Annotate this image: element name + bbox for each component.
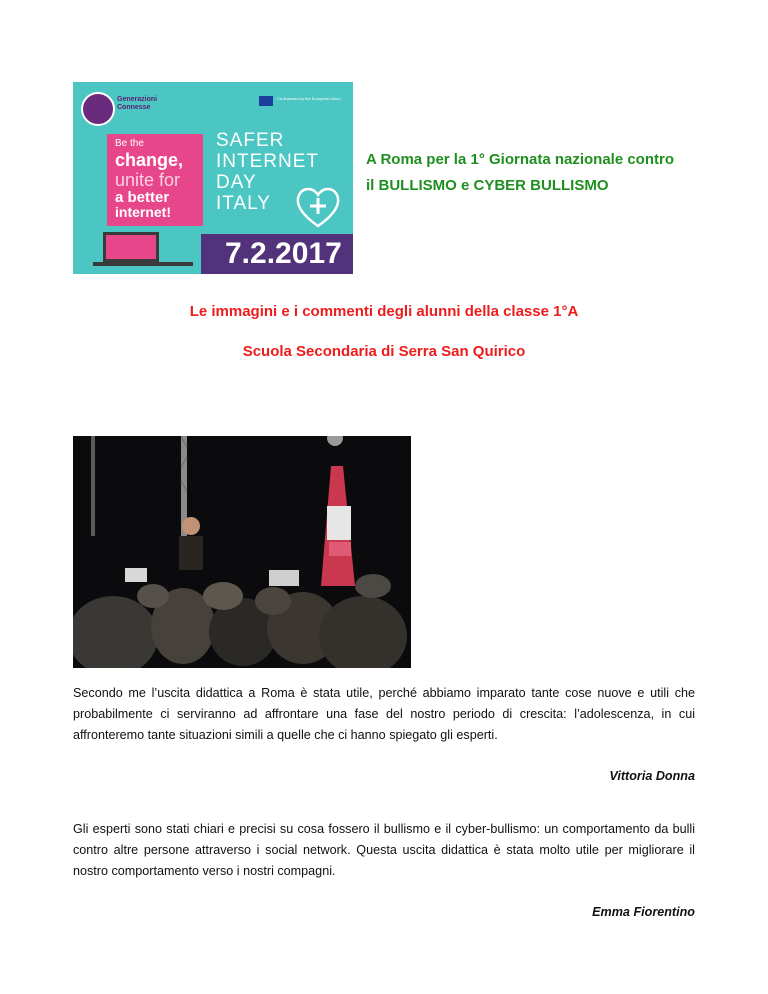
laptop-illustration bbox=[103, 232, 159, 262]
subheading-school: Scuola Secondaria di Serra San Quirico bbox=[242, 343, 526, 360]
event-title-line: INTERNET bbox=[216, 151, 319, 172]
slogan-panel bbox=[107, 134, 203, 226]
slogan-line: change, bbox=[115, 150, 184, 170]
logo-circle-icon bbox=[81, 92, 115, 126]
desk-illustration bbox=[93, 262, 193, 266]
logo-text-line1: Generazioni bbox=[117, 96, 158, 103]
slogan-line: internet! bbox=[115, 204, 171, 220]
subheading-class: Le immagini e i commenti degli alunni della classe 1°A bbox=[189, 303, 579, 320]
eu-cofinance-text: Co-financed by the European Union bbox=[277, 96, 341, 101]
comment-author: Vittoria Donna bbox=[609, 769, 695, 783]
headline-line1: A Roma per la 1° Giornata nazionale contro bbox=[366, 151, 675, 168]
eu-flag-icon bbox=[259, 96, 273, 106]
slogan-line: unite for bbox=[115, 170, 181, 190]
generazioni-connesse-logo bbox=[81, 88, 173, 126]
event-photo bbox=[73, 436, 411, 668]
event-title-line: DAY bbox=[216, 172, 257, 193]
event-date: 7.2.2017 bbox=[225, 237, 342, 270]
heart-plus-icon bbox=[295, 186, 341, 228]
comment-author: Emma Fiorentino bbox=[592, 905, 695, 919]
slogan-line: Be the bbox=[115, 138, 144, 149]
slogan-line: a better bbox=[115, 189, 170, 206]
headline-line2: il BULLISMO e CYBER BULLISMO bbox=[366, 177, 609, 194]
comment-text: Secondo me l’uscita didattica a Roma è stata utile, perché abbiamo imparato tante cose nuove e utili che probabilmente ci serviranno ad affrontare una fase del nostro periodo di crescita: l’adolescenza, in cui affronteremo tante situazioni simili a quelle che ci hanno spiegato gli esperti. bbox=[73, 686, 695, 742]
safer-internet-day-banner bbox=[73, 82, 353, 274]
logo-text-line2: Connesse bbox=[117, 104, 151, 111]
event-title-line: ITALY bbox=[216, 193, 271, 214]
comment-text: Gli esperti sono stati chiari e precisi su cosa fossero il bullismo e il cyber-bullismo: un comportamento da bulli contro altre persone attraverso i social network. Questa uscita didattica è stata molto utile per migliorare il nostro comportamento verso i nostri compagni. bbox=[73, 822, 695, 878]
page-headline bbox=[366, 147, 706, 199]
event-title-line: SAFER bbox=[216, 130, 285, 151]
